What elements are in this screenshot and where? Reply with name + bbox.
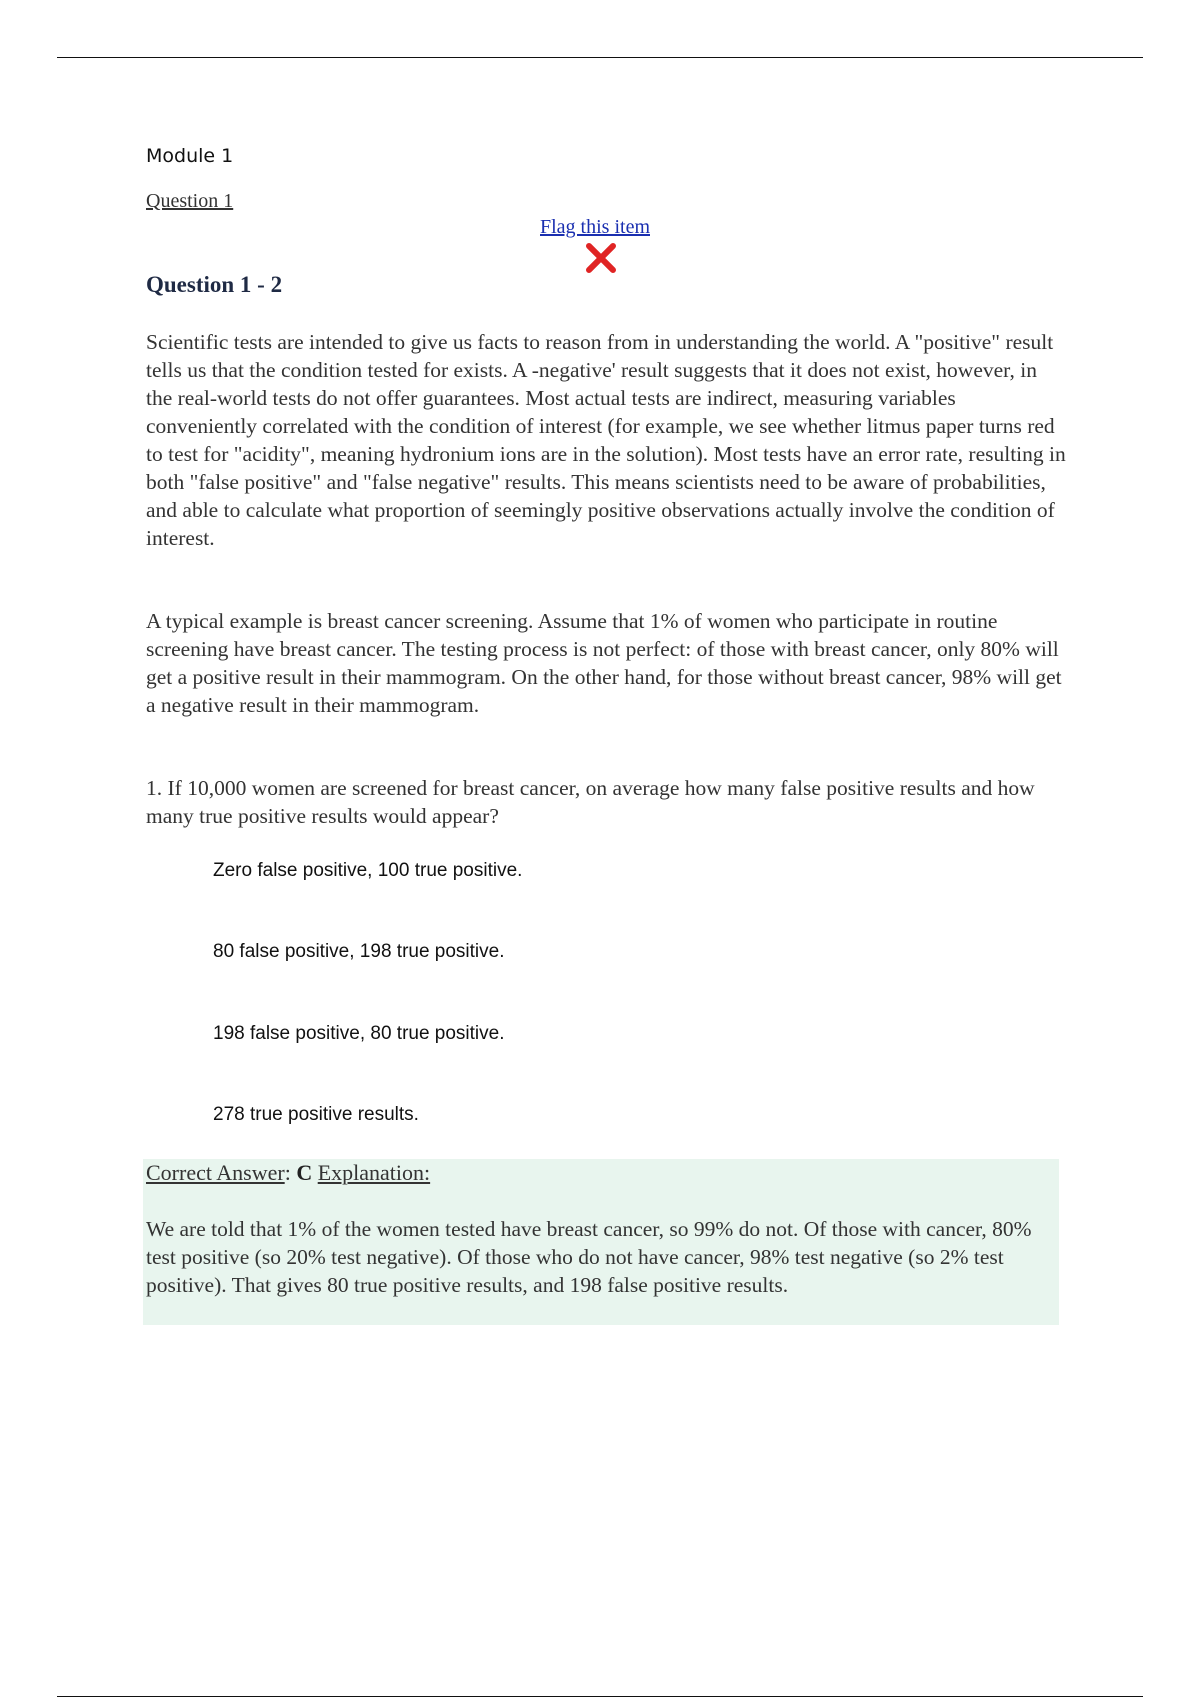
answer-option-b[interactable]: 80 false positive, 198 true positive. bbox=[213, 941, 505, 962]
answer-option-a[interactable]: Zero false positive, 100 true positive. bbox=[213, 860, 523, 881]
correct-answer-label: Correct Answer bbox=[146, 1160, 285, 1185]
module-heading: Module 1 bbox=[146, 145, 234, 167]
question-paragraph-example: A typical example is breast cancer screening. Assume that 1% of women who participate in routine screening have breast cancer. The testing process is not perfect: of those with breast cancer, only 80% will get a positive result in their mammogram. On the other hand, for those without breast cancer, 98% will get a negative result in their mammogram. bbox=[146, 609, 1062, 717]
question-title: Question 1 - 2 bbox=[146, 272, 283, 297]
correct-answer-separator: : bbox=[284, 1160, 291, 1185]
question-prompt: 1. If 10,000 women are screened for breast cancer, on average how many false positive results and how many true positive results would appear? bbox=[146, 776, 1035, 828]
explanation-label: Explanation: bbox=[317, 1160, 431, 1185]
flag-item[interactable] bbox=[540, 216, 662, 239]
red-x-icon[interactable] bbox=[583, 240, 619, 276]
correct-answer-panel bbox=[143, 1159, 1059, 1325]
answer-option-c[interactable]: 198 false positive, 80 true positive. bbox=[213, 1023, 505, 1044]
question-link[interactable]: Question 1 bbox=[146, 190, 234, 212]
correct-answer-value: C bbox=[296, 1160, 313, 1185]
flag-item-link[interactable]: Flag this item bbox=[540, 216, 650, 238]
answer-option-d[interactable]: 278 true positive results. bbox=[213, 1104, 419, 1125]
correct-answer-line bbox=[146, 1159, 430, 1187]
explanation-text: We are told that 1% of the women tested have breast cancer, so 99% do not. Of those with cancer, 80% test positive (so 20% test negative). Of those who do not have cancer, 98% test negative (so 2% test positive). That gives 80 true positive results, and 198 false positive results. bbox=[146, 1217, 1032, 1297]
question-paragraph-intro: Scientific tests are intended to give us facts to reason from in understanding the world. A "positive" result tells us that the condition tested for exists. A -negative' result suggests that it does not exist, however, in the real-world tests do not offer guarantees. Most actual tests are indirect, measuring variables conveniently correlated with the condition of interest (for example, we see whether litmus paper turns red to test for "acidity", meaning hydronium ions are in the solution). Most tests have an error rate, resulting in both "false positive" and "false negative" results. This means scientists need to be aware of probabilities, and able to calculate what proportion of seemingly positive observations actually involve the condition of interest. bbox=[146, 330, 1066, 550]
top-rule bbox=[57, 57, 1143, 58]
bottom-rule bbox=[57, 1696, 1143, 1697]
